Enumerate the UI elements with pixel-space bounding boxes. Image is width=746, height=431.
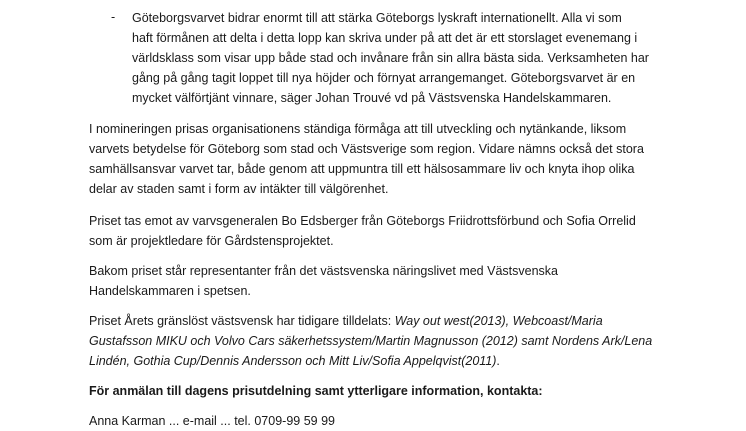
italic-text: Way out west(2013), Webcoast/Maria <box>394 314 603 328</box>
text-line: gång på gång tagit loppet till nya höjder och förnyat arrangemanget. Göteborgsvarvet är en <box>132 71 636 86</box>
text-line: Göteborgsvarvet bidrar enormt till att stärka Göteborgs lyskraft internationellt. Alla vi som <box>132 11 622 25</box>
italic-text: Gustafsson MIKU och Volvo Cars säkerhetssystem/Martin Magnusson (2012) samt Nordens Ark/Lena <box>89 334 653 349</box>
text-line: Handelskammaren i spetsen. <box>89 284 251 299</box>
italic-text: Lindén, Gothia Cup/Dennis Andersson och Mitt Liv/Sofia Appelqvist(2011) <box>89 354 497 369</box>
text-line: haft förmånen att delta i detta lopp kan skriva under på att det är ett storslaget evenemang i <box>132 31 638 46</box>
text-line: Anna Karman ... e-mail ... tel. 0709-99 59 99 <box>89 414 335 428</box>
bold-text: För anmälan till dagens prisutdelning samt ytterligare information, kontakta: <box>89 384 543 398</box>
paragraph-previous-winners <box>89 311 669 371</box>
text-line <box>89 331 669 351</box>
text-line <box>89 311 669 331</box>
text-line: samhällsansvar varvet tar, både genom att uppmuntra till ett hälsosammare liv och knyta ihop olika <box>89 162 635 177</box>
text-line: mycket välförtjänt vinnare, säger Johan Trouvé vd på Västsvenska Handelskammaren. <box>132 91 612 106</box>
bullet-text <box>132 8 649 108</box>
contact-line-cut <box>89 411 669 431</box>
paragraph-recipients <box>89 211 669 251</box>
text-line: världsklass som visar upp både stad och invånare från sin allra bästa sida. Verksamheten har <box>132 51 649 66</box>
text-line: delar av staden samt i form av intäkter till välgörenhet. <box>89 182 389 197</box>
text-line <box>89 351 669 371</box>
text-line: Priset tas emot av varvsgeneralen Bo Edsberger från Göteborgs Friidrottsförbund och Sofia Orrelid <box>89 214 636 228</box>
contact-heading <box>89 381 669 401</box>
text-line: I nomineringen prisas organisationens ständiga förmåga att till utveckling och nytänkande, liksom <box>89 122 627 136</box>
bullet-marker: - <box>111 10 116 24</box>
plain-text: . <box>496 354 500 369</box>
text-line: Bakom priset står representanter från det västsvenska näringslivet med Västsvenska <box>89 264 558 278</box>
paragraph-sponsors <box>89 261 669 301</box>
paragraph-nomination <box>89 119 669 199</box>
text-line: varvets betydelse för Göteborg som stad och Västsverige som region. Vidare nämns också det stora <box>89 142 644 157</box>
plain-text: Priset Årets gränslöst västsvensk har tidigare tilldelats: <box>89 314 395 328</box>
text-line: som är projektledare för Gårdstensprojektet. <box>89 234 334 249</box>
